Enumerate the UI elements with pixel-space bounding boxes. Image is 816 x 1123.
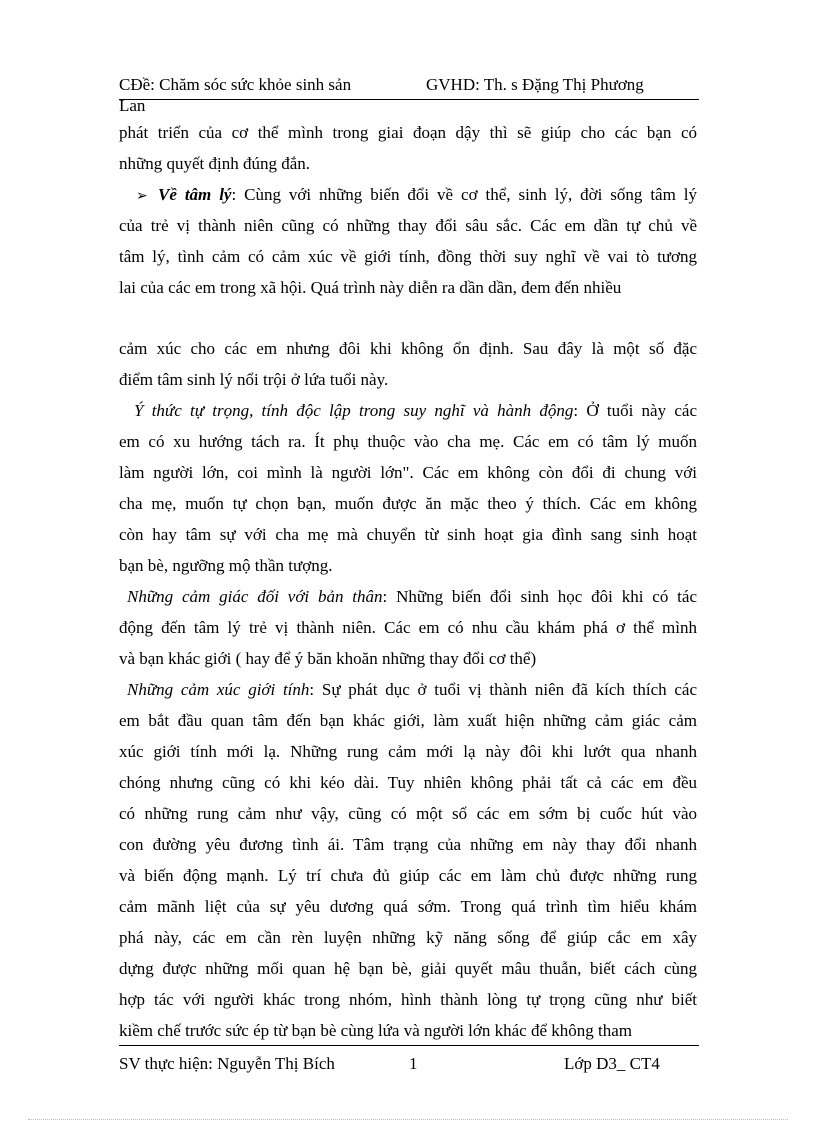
text-line: lai của các em trong xã hội. Quá trình này diễn ra dần dần, đem đến nhiều bbox=[119, 278, 622, 297]
header-divider bbox=[119, 99, 699, 100]
header-advisor-wrap: Lan bbox=[119, 96, 146, 115]
text-line: xúc giới tính mới lạ. Những rung cảm mới lạ này đôi khi lướt qua nhanh bbox=[119, 742, 697, 761]
text-span: : Những biến đổi sinh học đôi khi có tác bbox=[382, 587, 697, 606]
text-line: và biến động mạnh. Lý trí chưa đủ giúp các em làm chủ được những rung bbox=[119, 866, 697, 885]
footer-student: SV thực hiện: Nguyễn Thị Bích bbox=[119, 1054, 335, 1073]
bullet-paragraph-line bbox=[119, 179, 697, 210]
text-line: những quyết định đúng đắn. bbox=[119, 154, 311, 173]
subheading: Những cảm xúc giới tính bbox=[127, 680, 310, 699]
text-line: có những rung cảm như vậy, cũng có một số các em sớm bị cuốc hút vào bbox=[119, 804, 697, 823]
text-line: tâm lý, tình cảm có cảm xúc về giới tính, đồng thời suy nghĩ về vai tò tương bbox=[119, 247, 697, 266]
subheading-line bbox=[119, 674, 697, 705]
text-line: phát triển của cơ thể mình trong giai đoạn dậy thì sẽ giúp cho các bạn có bbox=[119, 123, 697, 142]
header-advisor: GVHD: Th. s Đặng Thị Phương bbox=[426, 75, 644, 94]
header-topic: CĐề: Chăm sóc sức khỏe sinh sản bbox=[119, 75, 352, 94]
subheading-line bbox=[119, 395, 697, 426]
page-break-line bbox=[28, 1119, 788, 1120]
text-line: còn hay tâm sự với cha mẹ mà chuyển từ sinh hoạt gia đình sang sinh hoạt bbox=[119, 525, 697, 544]
page-number: 1 bbox=[409, 1054, 418, 1073]
text-line: phá này, các em cần rèn luyện những kỹ năng sống để giúp cắc em xây bbox=[119, 928, 697, 947]
text-span: : Sự phát dục ở tuổi vị thành niên đã kích thích các bbox=[309, 680, 697, 699]
text-span: : Ở tuổi này các bbox=[573, 401, 697, 420]
page-body bbox=[119, 117, 697, 1046]
text-line: cha mẹ, muốn tự chọn bạn, muốn được ăn mặc theo ý thích. Các em không bbox=[119, 494, 697, 513]
text-line: cảm mãnh liệt của sự yêu dương quá sớm. Trong quá trình tìm hiểu khám bbox=[119, 897, 697, 916]
text-line: của trẻ vị thành niên cũng có những thay đổi sâu sắc. Các em dần tự chủ về bbox=[119, 216, 697, 235]
text-line: dựng được những mối quan hệ bạn bè, giải quyết mâu thuẫn, biết cách cùng bbox=[119, 959, 697, 978]
subheading: Ý thức tự trọng, tính độc lập trong suy nghĩ và hành động bbox=[134, 401, 574, 420]
text-line: và bạn khác giới ( hay để ý băn khoăn những thay đổi cơ thể) bbox=[119, 649, 537, 668]
text-line: em bắt đầu quan tâm đến bạn khác giới, làm xuất hiện những cảm giác cảm bbox=[119, 711, 697, 730]
paragraph-gap bbox=[119, 303, 697, 333]
subheading-line bbox=[119, 581, 697, 612]
text-line: con đường yêu đương tình ái. Tâm trạng của những em này thay đổi nhanh bbox=[119, 835, 697, 854]
text-line: chóng nhưng cũng có khi kéo dài. Tuy nhiên không phải tất cả các em đều bbox=[119, 773, 697, 792]
text-line: hợp tác với người khác trong nhóm, hình thành lòng tự trọng cũng như biết bbox=[119, 990, 697, 1009]
footer-divider bbox=[119, 1045, 699, 1046]
text-line: em có xu hướng tách ra. Ít phụ thuộc vào cha mẹ. Các em có tâm lý muốn bbox=[119, 432, 697, 451]
text-line: bạn bè, ngưỡng mộ thần tượng. bbox=[119, 556, 333, 575]
arrow-bullet-icon: ➢ bbox=[136, 189, 148, 204]
section-heading: Về tâm lý bbox=[158, 185, 232, 204]
text-span: : Cùng với những biến đổi về cơ thể, sinh lý, đời sống tâm lý bbox=[231, 185, 697, 204]
text-line: kiềm chế trước sức ép từ bạn bè cùng lứa và người lớn khác để không tham bbox=[119, 1021, 633, 1040]
text-line: cảm xúc cho các em nhưng đôi khi không ổn định. Sau đây là một số đặc bbox=[119, 339, 697, 358]
text-line: làm người lớn, coi mình là người lớn". Các em không còn đổi đi chung với bbox=[119, 463, 697, 482]
text-line: động đến tâm lý trẻ vị thành niên. Các em có nhu cầu khám phá ơ thể mình bbox=[119, 618, 697, 637]
text-line: điểm tâm sinh lý nổi trội ở lứa tuổi này. bbox=[119, 370, 389, 389]
footer-class: Lớp D3_ CT4 bbox=[564, 1054, 660, 1073]
subheading: Những cảm giác đối với bản thân bbox=[127, 587, 383, 606]
